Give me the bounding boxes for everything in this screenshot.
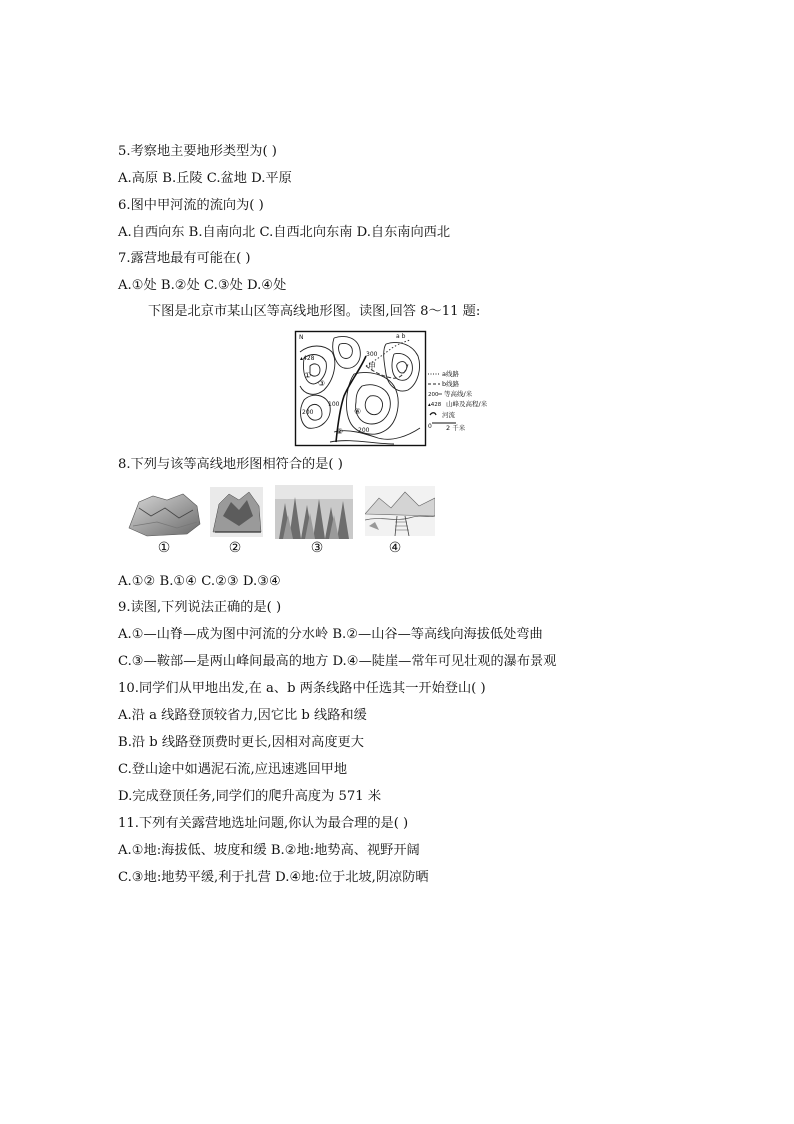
q10-stem: 10.同学们从甲地出发,在 a、b 两条线路中任选其一开始登山( ) <box>118 681 486 696</box>
route-ab-label: a b <box>396 333 406 340</box>
legend-peak-prefix: ▴428 <box>428 402 442 408</box>
legend-scale-zero: 0 <box>428 423 432 430</box>
contour-200-label-a: 200 <box>302 409 314 416</box>
q6-options: A.自西向东 B.自南向北 C.自西北向东南 D.自东南向西北 <box>118 225 451 240</box>
marker-3: ③ <box>318 379 326 388</box>
q10-option-line: B.沿 b 线路登顶费时更长,因相对高度更大 <box>118 735 364 750</box>
legend-river-symbol <box>430 413 436 415</box>
north-arrow-label: N <box>299 334 304 341</box>
q8-options: A.①② B.①④ C.②③ D.③④ <box>118 574 281 589</box>
q9-option-line: A.①—山脊—成为图中河流的分水岭 B.②—山谷—等高线向海拔低处弯曲 <box>118 627 543 642</box>
marker-2: ② <box>336 427 344 436</box>
contour-200-label-b: 200 <box>358 427 370 434</box>
q10-option-line: A.沿 a 线路登顶较省力,因它比 b 线路和缓 <box>118 708 367 723</box>
picture-1-label: ① <box>157 540 171 556</box>
marker-1: ① <box>304 371 312 380</box>
q10-option-line: D.完成登顶任务,同学们的爬升高度为 571 米 <box>118 789 382 804</box>
contour-map-figure <box>294 330 504 448</box>
map-legend <box>428 369 488 432</box>
picture-2-relief-model <box>209 486 264 538</box>
q11-option-line: C.③地:地势平缓,利于扎营 D.④地:位于北坡,阴凉防晒 <box>118 870 429 885</box>
legend-label-contour: 等高线/米 <box>444 390 473 398</box>
q8-stem: 8.下列与该等高线地形图相符合的是( ) <box>118 457 343 472</box>
passage-intro: 下图是北京市某山区等高线地形图。读图,回答 8～11 题: <box>148 304 481 319</box>
q7-options: A.①处 B.②处 C.③处 D.④处 <box>118 278 287 293</box>
q5-stem: 5.考察地主要地形类型为( ) <box>118 144 277 159</box>
picture-3-forest-photo <box>275 485 353 539</box>
q9-stem: 9.读图,下列说法正确的是( ) <box>118 600 282 615</box>
picture-2-label: ② <box>228 540 242 556</box>
picture-1-terrain-model <box>127 488 202 538</box>
legend-label-river: 河流 <box>442 411 455 419</box>
legend-label-a: a线路 <box>442 370 459 378</box>
q11-option-line: A.①地:海拔低、坡度和缓 B.②地:地势高、视野开阔 <box>118 843 420 858</box>
marker-4: ④ <box>354 407 362 416</box>
picture-4-landscape-sketch <box>365 486 435 536</box>
q10-option-line: C.登山途中如遇泥石流,应迅速逃回甲地 <box>118 762 348 777</box>
peak-label-west: ▴428 <box>300 355 315 362</box>
contour-100-label: 100 <box>328 401 340 408</box>
q5-options: A.高原 B.丘陵 C.盆地 D.平原 <box>118 171 292 186</box>
contour-300-label: 300 <box>366 351 378 358</box>
jia-label: 甲 <box>368 362 376 371</box>
legend-label-b: b线路 <box>442 380 460 388</box>
q6-stem: 6.图中甲河流的流向为( ) <box>118 198 264 213</box>
q9-option-line: C.③—鞍部—是两山峰间最高的地方 D.④—陡崖—常年可见壮观的瀑布景观 <box>118 654 557 669</box>
picture-4-label: ④ <box>388 540 402 556</box>
picture-3-label: ③ <box>310 540 324 556</box>
legend-label-peak: 山峰及高程/米 <box>446 400 488 408</box>
legend-contour-prefix: 200 <box>428 392 439 398</box>
q7-stem: 7.露营地最有可能在( ) <box>118 251 251 266</box>
q11-stem: 11.下列有关露营地选址问题,你认为最合理的是( ) <box>118 816 409 831</box>
legend-label-scale: 2 千米 <box>446 424 466 432</box>
